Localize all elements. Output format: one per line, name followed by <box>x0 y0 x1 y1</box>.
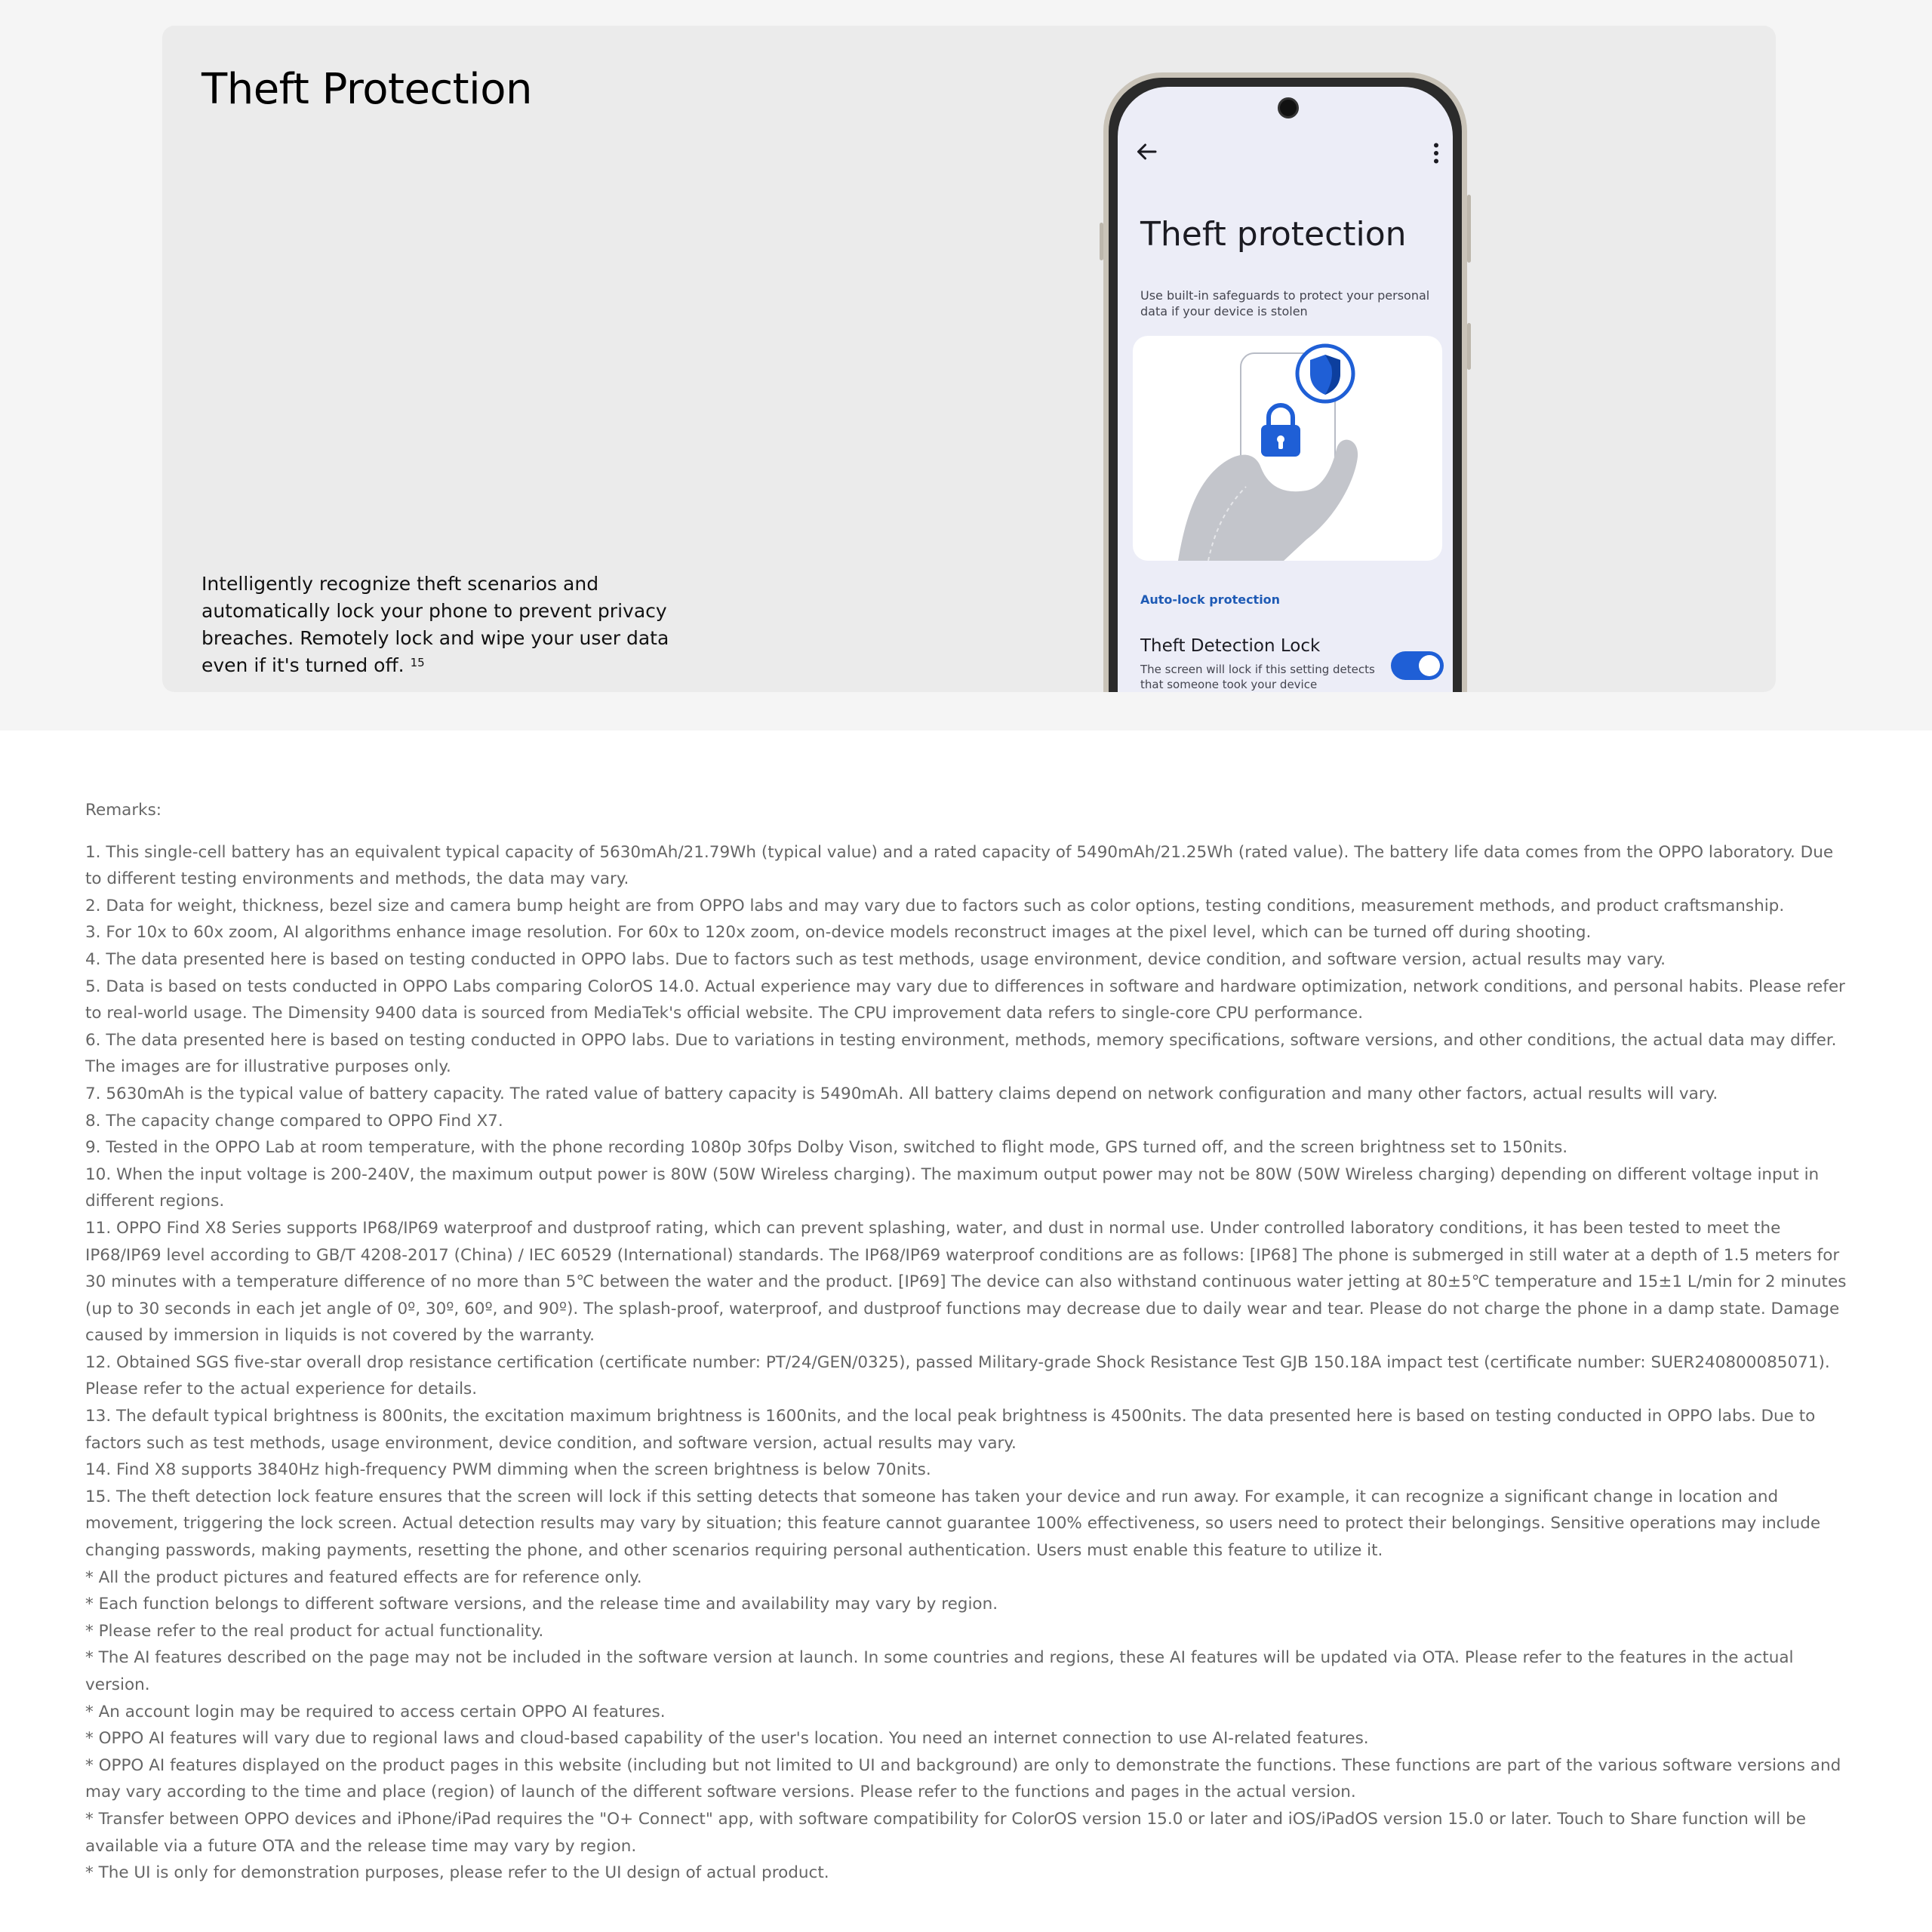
remark-item: 14. Find X8 supports 3840Hz high-frequency PWM dimming when the screen brightness is below 70nits. <box>85 1460 931 1480</box>
theft-detection-lock-title: Theft Detection Lock <box>1140 636 1321 656</box>
remark-item: 9. Tested in the OPPO Lab at room temperature, with the phone recording 1080p 30fps Dolby Vison, switched to flight mode, GPS turned off, and the screen brightness set to 150nits. <box>85 1138 1568 1158</box>
feature-description-text: Intelligently recognize theft scenarios and automatically lock your phone to prevent privacy breaches. Remotely lock and wipe your user data even if it's turned off. <box>202 573 669 676</box>
remark-item: 13. The default typical brightness is 800nits, the excitation maximum brightness is 1600nits, and the local peak brightness is 4500nits. The data presented here is based on testing conducted in OPPO labs. Due to factors such as test methods, usage environment, device condition, and software version, actual results may vary. <box>85 1407 1816 1453</box>
remark-item: 11. OPPO Find X8 Series supports IP68/IP69 waterproof and dustproof rating, which can prevent splashing, water, and dust in normal use. Under controlled laboratory conditions, it has been tested to meet the IP68/IP69 level according to GB/T 4208-2017 (China) / IEC 60529 (International) standards. The IP68/IP69 waterproof conditions are as follows: [IP68] The phone is submerged in still water at a depth of 1.5 meters for 30 minutes with a temperature difference of no more than 5℃ between the water and the product. [IP69] The device can also withstand continuous water jetting at 80±5℃ temperature and 15±1 L/min for 2 minutes (up to 30 seconds in each jet angle of 0º, 30º, 60º, and 90º). The splash-proof, waterproof, and dustproof functions may decrease due to daily wear and tear. Please do not charge the phone in a damp state. Damage caused by immersion in liquids is not covered by the warranty. <box>85 1218 1847 1346</box>
remark-item: 4. The data presented here is based on testing conducted in OPPO labs. Due to factors such as test methods, usage environment, device condition, and software version, actual results may vary. <box>85 949 1666 969</box>
remarks-section <box>85 797 1851 1887</box>
remark-item: * All the product pictures and featured effects are for reference only. <box>85 1567 642 1587</box>
remark-item: 8. The capacity change compared to OPPO Find X7. <box>85 1111 503 1131</box>
remark-item: * OPPO AI features displayed on the product pages in this website (including but not limited to UI and background) are only to demonstrate the functions. These functions are part of the various software versions and may vary according to the time and place (region) of launch of the different software versions. Please refer to the functions and pages in the actual version. <box>85 1755 1841 1802</box>
shield-icon <box>1297 346 1353 401</box>
remark-item: 1. This single-cell battery has an equivalent typical capacity of 5630mAh/21.79Wh (typical value) and a rated capacity of 5490mAh/21.25Wh (rated value). The battery life data comes from the OPPO laboratory. Due to different testing environments and methods, the data may vary. <box>85 842 1834 889</box>
remark-item: * Transfer between OPPO devices and iPhone/iPad requires the "O+ Connect" app, with software compatibility for ColorOS version 15.0 or later and iOS/iPadOS version 15.0 or later. Touch to Share function will be available via a future OTA and the release time may vary by region. <box>85 1809 1806 1856</box>
phone-side-button-right-top <box>1467 195 1471 263</box>
auto-lock-section-label: Auto-lock protection <box>1140 592 1281 607</box>
back-arrow-icon[interactable] <box>1133 138 1160 165</box>
remark-item: 5. Data is based on tests conducted in OPPO Labs comparing ColorOS 14.0. Actual experience may vary due to differences in software and hardware optimization, network conditions, and personal habits. Please refer to real-world usage. The Dimensity 9400 data is sourced from MediaTek's official website. The CPU improvement data refers to single-core CPU performance. <box>85 977 1845 1023</box>
front-camera <box>1278 97 1299 118</box>
screen-subtitle: Use built-in safeguards to protect your personal data if your device is stolen <box>1140 288 1430 318</box>
phone-side-button-right-bottom <box>1467 323 1471 370</box>
remark-item: * The AI features described on the page may not be included in the software version at launch. In some countries and regions, these AI features will be updated via OTA. Please refer to the features in the actual version. <box>85 1648 1794 1694</box>
remark-item: * Please refer to the real product for actual functionality. <box>85 1621 544 1641</box>
toggle-knob <box>1419 655 1440 676</box>
remark-item: 15. The theft detection lock feature ensures that the screen will lock if this setting detects that someone has taken your device and run away. For example, it can recognize a significant change in location and movement, triggering the lock screen. Actual detection results may vary by situation; this feature cannot guarantee 100% effectiveness, so users need to protect their belongings. Sensitive operations may include changing passwords, making payments, resetting the phone, and other scenarios requiring personal authentication. Users must enable this feature to utilize it. <box>85 1487 1821 1561</box>
feature-card <box>162 26 1776 692</box>
remark-item: 2. Data for weight, thickness, bezel size and camera bump height are from OPPO labs and may vary due to factors such as color options, testing conditions, measurement methods, and product craftsmanship. <box>85 896 1785 915</box>
remark-item: 10. When the input voltage is 200-240V, the maximum output power is 80W (50W Wireless charging). The maximum output power may not be 80W (50W Wireless charging) depending on different voltage input in different regions. <box>85 1164 1820 1211</box>
phone-screen <box>1118 87 1453 692</box>
feature-section <box>0 0 1932 731</box>
remark-item: 12. Obtained SGS five-star overall drop resistance certification (certificate number: PT/24/GEN/0325), passed Military-grade Shock Resistance Test GJB 150.18A impact test (certificate number: SUER240800085071). Please refer to the actual experience for details. <box>85 1352 1830 1399</box>
remark-item: 7. 5630mAh is the typical value of battery capacity. The rated value of battery capacity is 5490mAh. All battery claims depend on network configuration and many other factors, actual results will vary. <box>85 1084 1718 1103</box>
feature-description <box>202 571 715 679</box>
theft-illustration <box>1133 336 1442 561</box>
footnote-ref[interactable]: 15 <box>410 656 425 669</box>
theft-detection-lock-description: The screen will lock if this setting detects that someone took your device <box>1140 663 1375 691</box>
feature-title: Theft Protection <box>202 65 532 114</box>
phone-side-button-left <box>1100 223 1103 260</box>
remark-item: 3. For 10x to 60x zoom, AI algorithms enhance image resolution. For 60x to 120x zoom, on-device models reconstruct images at the pixel level, which can be turned off during shooting. <box>85 923 1592 943</box>
remark-item: * The UI is only for demonstration purposes, please refer to the UI design of actual product. <box>85 1863 829 1883</box>
remarks-title: Remarks: <box>85 801 162 820</box>
hand-holding-phone-illustration <box>1133 336 1442 561</box>
remark-item: * OPPO AI features will vary due to regional laws and cloud-based capability of the user's location. You need an internet connection to use AI-related features. <box>85 1729 1369 1749</box>
phone-mockup <box>1103 72 1467 692</box>
remark-item: 6. The data presented here is based on testing conducted in OPPO labs. Due to variations in testing environment, methods, memory specifications, software versions, and other conditions, the actual data may differ. The images are for illustrative purposes only. <box>85 1030 1837 1077</box>
remarks-list <box>85 839 1851 1887</box>
theft-detection-lock-toggle[interactable] <box>1391 651 1444 680</box>
remark-item: * Each function belongs to different software versions, and the release time and availability may vary by region. <box>85 1595 998 1614</box>
more-options-icon[interactable] <box>1427 140 1445 167</box>
remark-item: * An account login may be required to access certain OPPO AI features. <box>85 1702 666 1721</box>
screen-title: Theft protection <box>1140 215 1407 254</box>
